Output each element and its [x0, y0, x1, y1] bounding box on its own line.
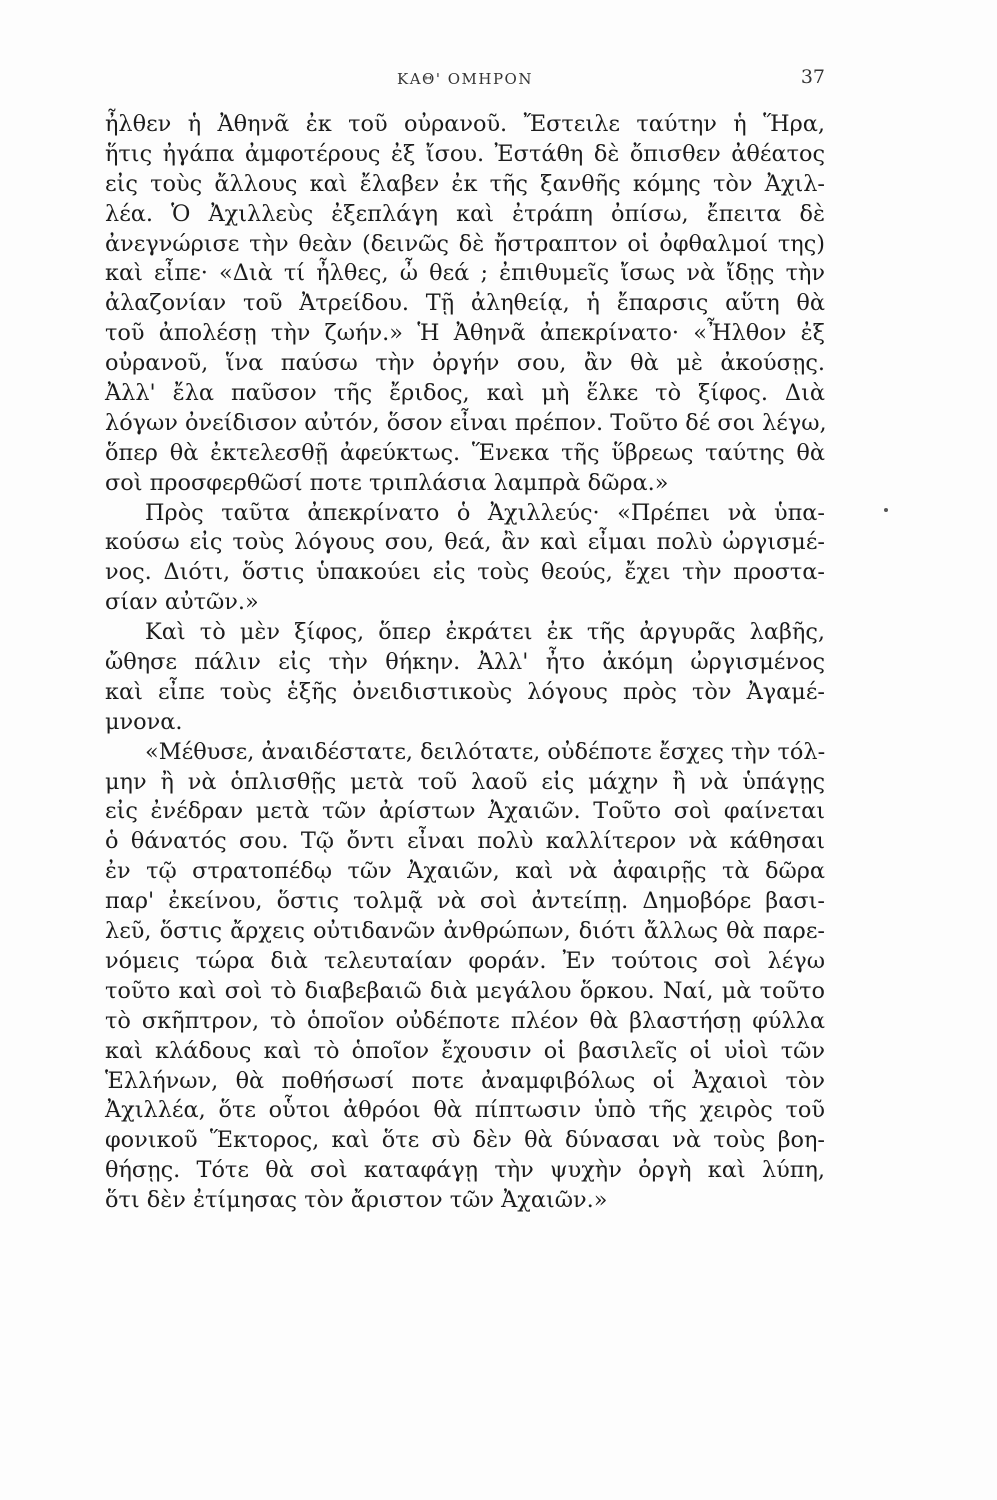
- body-text: [105, 110, 825, 1216]
- text-line: κούσω εἰς τοὺς λόγους σου, θεά, ἂν καὶ εἶμαι πολὺ ὠργισμέ-: [105, 529, 825, 556]
- text-line: λόγων ὀνείδισον αὐτόν, ὅσον εἶναι πρέπον. Τοῦτο δέ σοι λέγω,: [105, 409, 827, 436]
- page-number: 37: [800, 66, 825, 88]
- text-line: Καὶ τὸ μὲν ξίφος, ὅπερ ἐκράτει ἐκ τῆς ἀργυρᾶς λαβῆς,: [145, 619, 825, 646]
- text-line: Ἑλλήνων, θὰ ποθήσωσί ποτε ἀναμφιβόλως οἱ Ἀχαιοὶ τὸν: [105, 1067, 825, 1094]
- text-line: ὅπερ θὰ ἐκτελεσθῇ ἀφεύκτως. Ἕνεκα τῆς ὕβρεως ταύτης θὰ: [105, 439, 825, 466]
- running-head-title: ΚΑΘ' ΟΜΗΡΟΝ: [397, 70, 533, 88]
- text-line: εἰς τοὺς ἄλλους καὶ ἔλαβεν ἐκ τῆς ξανθῆς κόμης τὸν Ἀχιλ-: [105, 170, 825, 197]
- running-head: [105, 66, 825, 96]
- text-line: ἀνεγνώρισε τὴν θεὰν (δεινῶς δὲ ἤστραπτον οἱ ὀφθαλμοί της): [105, 230, 825, 257]
- text-line: λεῦ, ὅστις ἄρχεις οὐτιδανῶν ἀνθρώπων, διότι ἄλλως θὰ παρε-: [105, 918, 825, 945]
- text-line: ἦλθεν ἡ Ἀθηνᾶ ἐκ τοῦ οὐρανοῦ. Ἔστειλε ταύτην ἡ Ἥρα,: [105, 111, 825, 137]
- text-line: λέα. Ὁ Ἀχιλλεὺς ἐξεπλάγη καὶ ἐτράπη ὀπίσω, ἔπειτα δὲ: [105, 200, 825, 227]
- print-speck: [884, 508, 888, 512]
- text-line: ἥτις ἠγάπα ἀμφοτέρους ἐξ ἴσου. Ἐστάθη δὲ ὄπισθεν ἀθέατος: [105, 140, 825, 167]
- text-line: καὶ εἶπε τοὺς ἑξῆς ὀνειδιστικοὺς λόγους πρὸς τὸν Ἀγαμέ-: [105, 678, 825, 705]
- text-line: θήσῃς. Τότε θὰ σοὶ καταφάγῃ τὴν ψυχὴν ὀργὴ καὶ λύπη,: [105, 1157, 825, 1184]
- text-line: ἐν τῷ στρατοπέδῳ τῶν Ἀχαιῶν, καὶ νὰ ἀφαιρῇς τὰ δῶρα: [105, 858, 825, 885]
- text-line: «Μέθυσε, ἀναιδέστατε, δειλότατε, οὐδέποτε ἔσχες τὴν τόλ-: [145, 738, 826, 765]
- text-line: νος. Διότι, ὅστις ὑπακούει εἰς τοὺς θεούς, ἔχει τὴν προστα-: [105, 559, 825, 586]
- text-line: φονικοῦ Ἕκτορος, καὶ ὅτε σὺ δὲν θὰ δύνασαι νὰ τοὺς βοη-: [105, 1127, 825, 1154]
- text-line: ὤθησε πάλιν εἰς τὴν θήκην. Ἀλλ' ἦτο ἀκόμη ὠργισμένος: [105, 649, 825, 676]
- text-line: μνονα.: [105, 708, 183, 735]
- text-line: Πρὸς ταῦτα ἀπεκρίνατο ὁ Ἀχιλλεύς· «Πρέπει νὰ ὑπα-: [145, 499, 825, 526]
- text-line: Ἀλλ' ἔλα παῦσον τῆς ἔριδος, καὶ μὴ ἕλκε τὸ ξίφος. Διὰ: [105, 380, 825, 407]
- text-line: ὅτι δὲν ἐτίμησας τὸν ἄριστον τῶν Ἀχαιῶν.»: [105, 1187, 608, 1214]
- text-line: οὐρανοῦ, ἵνα παύσω τὴν ὀργήν σου, ἂν θὰ μὲ ἀκούσῃς.: [105, 350, 825, 377]
- text-line: σίαν αὐτῶν.»: [105, 589, 259, 616]
- text-line: ὁ θάνατός σου. Τῷ ὄντι εἶναι πολὺ καλλίτερον νὰ κάθησαι: [105, 828, 825, 855]
- text-line: καὶ εἶπε· «Διὰ τί ἦλθες, ὦ θεά ; ἐπιθυμεῖς ἴσως νὰ ἴδῃς τὴν: [105, 260, 825, 287]
- text-line: καὶ κλάδους καὶ τὸ ὁποῖον ἔχουσιν οἱ βασιλεῖς οἱ υἱοὶ τῶν: [105, 1037, 825, 1064]
- text-line: τοῦτο καὶ σοὶ τὸ διαβεβαιῶ διὰ μεγάλου ὅρκου. Ναί, μὰ τοῦτο: [105, 977, 825, 1004]
- text-line: Ἀχιλλέα, ὅτε οὗτοι ἀθρόοι θὰ πίπτωσιν ὑπὸ τῆς χειρὸς τοῦ: [105, 1097, 825, 1124]
- text-line: παρ' ἐκείνου, ὅστις τολμᾷ νὰ σοὶ ἀντείπῃ. Δημοβόρε βασι-: [105, 888, 825, 915]
- text-line: μην ἢ νὰ ὁπλισθῇς μετὰ τοῦ λαοῦ εἰς μάχην ἢ νὰ ὑπάγῃς: [105, 768, 825, 795]
- text-line: ἀλαζονίαν τοῦ Ἀτρείδου. Τῇ ἀληθείᾳ, ἡ ἔπαρσις αὕτη θὰ: [105, 290, 825, 317]
- text-line: τοῦ ἀπολέσῃ τὴν ζωήν.» Ἡ Ἀθηνᾶ ἀπεκρίνατο· «Ἦλθον ἐξ: [105, 320, 825, 347]
- text-line: τὸ σκῆπτρον, τὸ ὁποῖον οὐδέποτε πλέον θὰ βλαστήσῃ φύλλα: [105, 1007, 825, 1034]
- text-line: νόμεις τώρα διὰ τελευταίαν φοράν. Ἐν τούτοις σοὶ λέγω: [105, 947, 825, 974]
- text-line: σοὶ προσφερθῶσί ποτε τριπλάσια λαμπρὰ δῶρα.»: [105, 469, 669, 496]
- text-line: εἰς ἐνέδραν μετὰ τῶν ἀρίστων Ἀχαιῶν. Τοῦτο σοὶ φαίνεται: [105, 798, 825, 825]
